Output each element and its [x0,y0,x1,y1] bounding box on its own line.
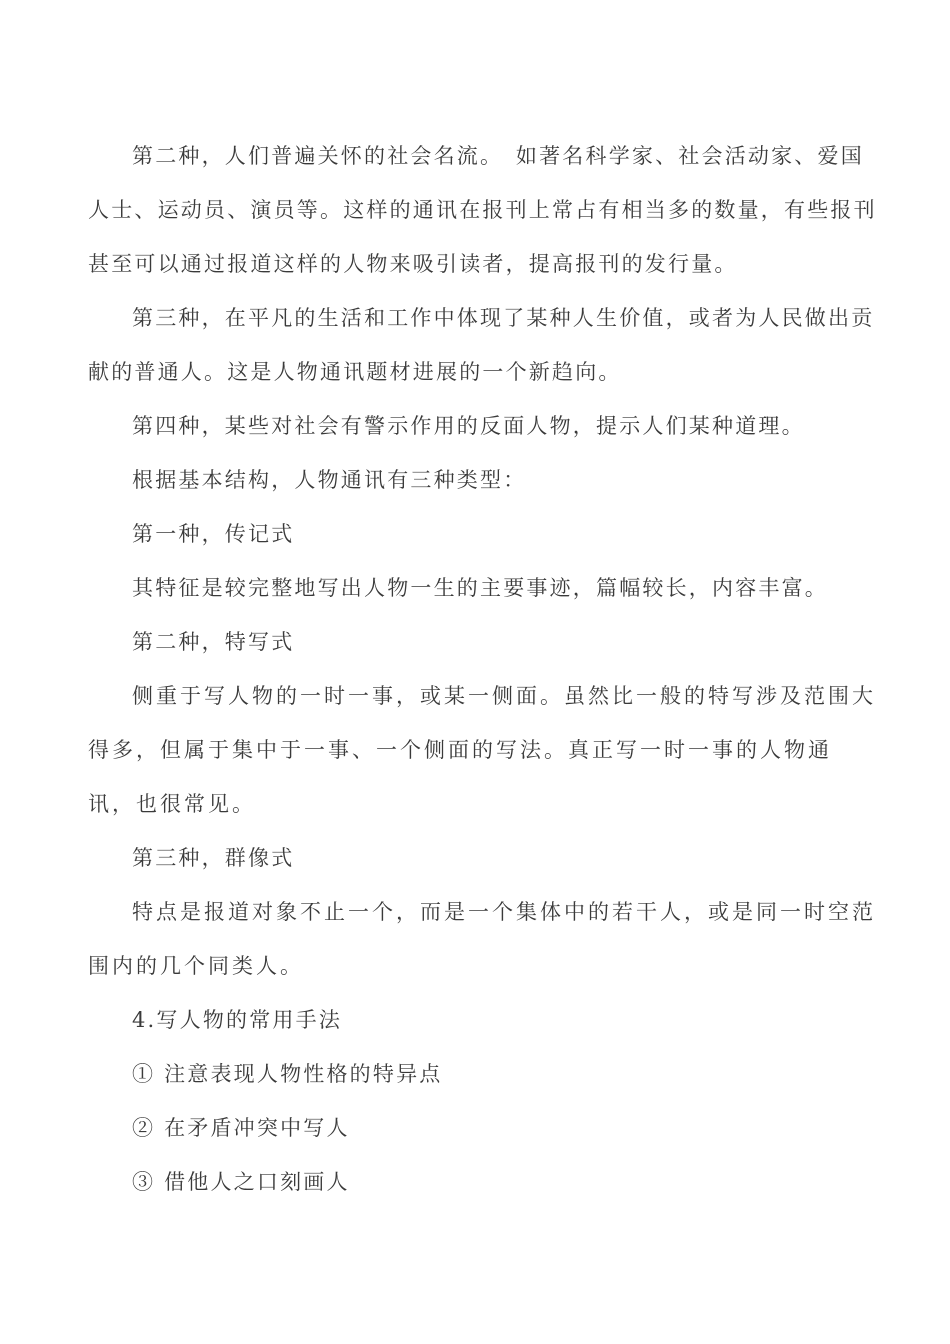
paragraph-celebrities: 第二种，人们普遍关怀的社会名流。 如著名科学家、社会活动家、爱国人士、运动员、演员等。这样的通讯在报刊上常占有相当多的数量，有些报刊甚至可以通过报道这样的人物来吸引读者，提高报刊的发行量。 [88,144,877,276]
paragraph-feature: 侧重于写人物的一时一事，或某一侧面。虽然比一般的特写涉及范围大得多，但属于集中于一事、一个侧面的写法。真正写一时一事的人物通讯，也很常见。 [88,684,876,816]
paragraph-ordinary-people: 第三种，在平凡的生活和工作中体现了某种人生价值，或者为人民做出贡献的普通人。这是人物通讯题材进展的一个新趋向。 [88,306,875,384]
document-body [88,129,878,1209]
paragraph-structure-types: 根据基本结构，人物通讯有三种类型： [132,468,527,492]
heading-techniques: 4.写人物的常用手法 [132,1008,343,1032]
paragraph-biographical: 其特征是较完整地写出人物一生的主要事迹，篇幅较长，内容丰富。 [132,576,828,600]
list-item-others-voice: ③ 借他人之口刻画人 [132,1170,350,1194]
paragraph-negative-figures: 第四种，某些对社会有警示作用的反面人物，提示人们某种道理。 [132,414,805,438]
heading-feature: 第二种，特写式 [132,630,295,654]
heading-biographical: 第一种，传记式 [132,522,295,546]
paragraph-group: 特点是报道对象不止一个，而是一个集体中的若干人，或是同一时空范围内的几个同类人。 [88,900,876,978]
heading-group: 第三种，群像式 [132,846,295,870]
list-item-conflict: ② 在矛盾冲突中写人 [132,1116,350,1140]
list-item-character-traits: ① 注意表现人物性格的特异点 [132,1062,443,1086]
